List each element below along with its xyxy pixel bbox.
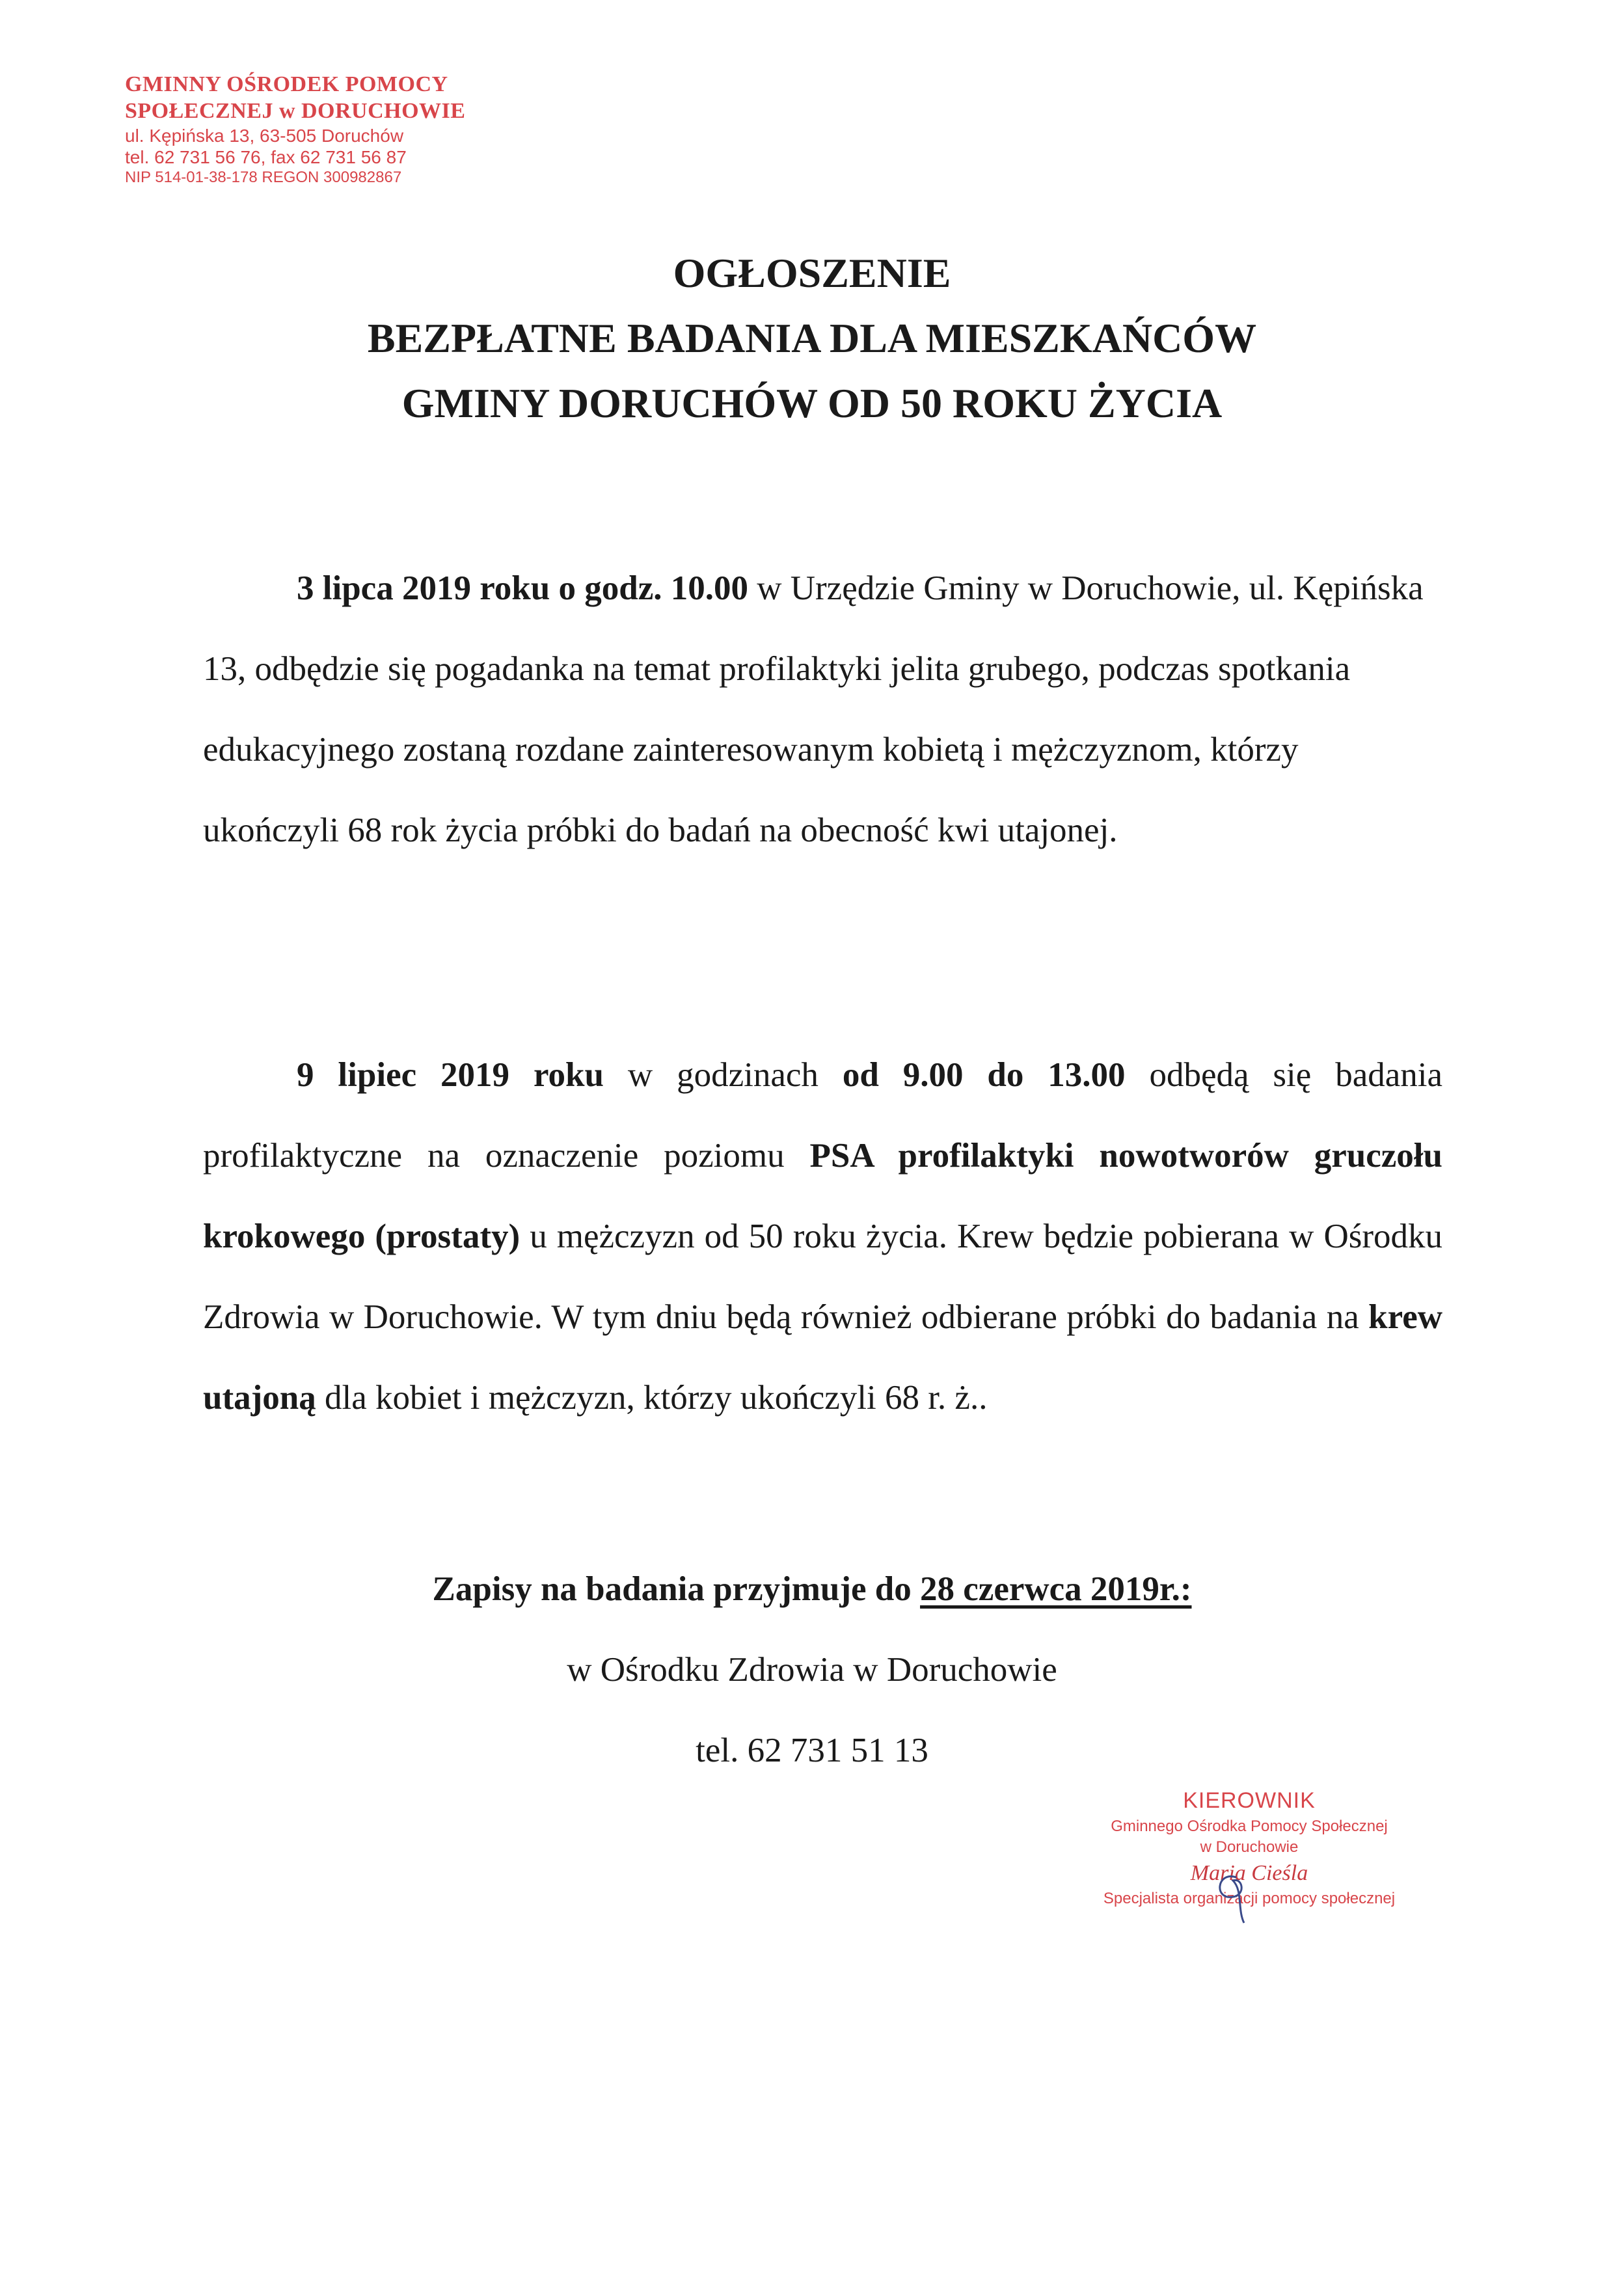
- registration-date: 28 czerwca 2019r.:: [920, 1570, 1192, 1608]
- talk-description: w Urzędzie Gminy w Doruchowie, ul. Kępińska 13, odbędzie się pogadanka na temat profilaktyki jelita grubego, podczas spotkania edukacyjnego zostaną rozdane zainteresowanym kobietą i mężczyznom, którzy ukończyli 68 rok życia próbki do badań na obecność kwi utajonej.: [203, 569, 1424, 849]
- signature-role: Specjalista organizacji pomocy społecznej: [1103, 1889, 1396, 1907]
- letterhead-org-name-line1: GMINNY OŚRODEK POMOCY: [125, 72, 448, 96]
- title-line-1: OGŁOSZENIE: [673, 250, 951, 296]
- handwritten-signature-icon: [1197, 1864, 1275, 1929]
- signature-org-line2: w Doruchowie: [1200, 1838, 1299, 1857]
- announcement-title: [0, 241, 1624, 436]
- paragraph-colon-health-talk: [203, 548, 1442, 871]
- screening-text-1: w godzinach: [603, 1056, 843, 1094]
- screening-psa: PSA profilaktyki nowotworów gruczołu krokowego (prostaty): [203, 1137, 1443, 1255]
- registration-info: [0, 1549, 1624, 1791]
- letterhead-stamp: [125, 72, 465, 187]
- registration-head-text: Zapisy na badania przyjmuje do: [432, 1570, 921, 1608]
- signature-name: Maria Cieśla: [1190, 1860, 1308, 1885]
- letterhead-phone-fax: tel. 62 731 56 76, fax 62 731 56 87: [125, 147, 407, 168]
- screening-text-3: u mężczyzn od 50 roku życia. Krew będzie pobierana w Ośrodku Zdrowia w Doruchowie. W tym dniu będą również odbierane próbki do badania na: [203, 1218, 1442, 1336]
- screening-hours: od 9.00 do 13.00: [842, 1056, 1126, 1094]
- letterhead-nip-regon: NIP 514-01-38-178 REGON 300982867: [125, 168, 402, 186]
- letterhead-address: ul. Kępińska 13, 63-505 Doruchów: [125, 125, 404, 146]
- screening-hidden-blood: krew utajoną: [203, 1298, 1442, 1417]
- registration-place: w Ośrodku Zdrowia w Doruchowie: [567, 1651, 1057, 1689]
- paragraph-psa-screening: [203, 1035, 1442, 1438]
- signature-title: KIEROWNIK: [1183, 1788, 1316, 1813]
- letterhead-org-name-line2: SPOŁECZNEJ w DORUCHOWIE: [125, 98, 466, 123]
- signature-org-line1: Gminnego Ośrodka Pomocy Społecznej: [1111, 1817, 1388, 1835]
- screening-text-4: dla kobiet i mężczyzn, którzy ukończyli 68 r. ż..: [316, 1379, 988, 1417]
- registration-phone: tel. 62 731 51 13: [696, 1732, 928, 1769]
- signature-stamp: [1067, 1786, 1431, 1909]
- registration-deadline: [0, 1549, 1624, 1629]
- title-line-2: BEZPŁATNE BADANIA DLA MIESZKAŃCÓW: [367, 315, 1257, 361]
- screening-text-2: odbędą się badania profilaktyczne na oznaczenie poziomu: [203, 1056, 1443, 1175]
- talk-date-time: 3 lipca 2019 roku o godz. 10.00: [297, 569, 748, 607]
- screening-date: 9 lipiec 2019 roku: [297, 1056, 604, 1094]
- title-line-3: GMINY DORUCHÓW OD 50 ROKU ŻYCIA: [401, 380, 1223, 426]
